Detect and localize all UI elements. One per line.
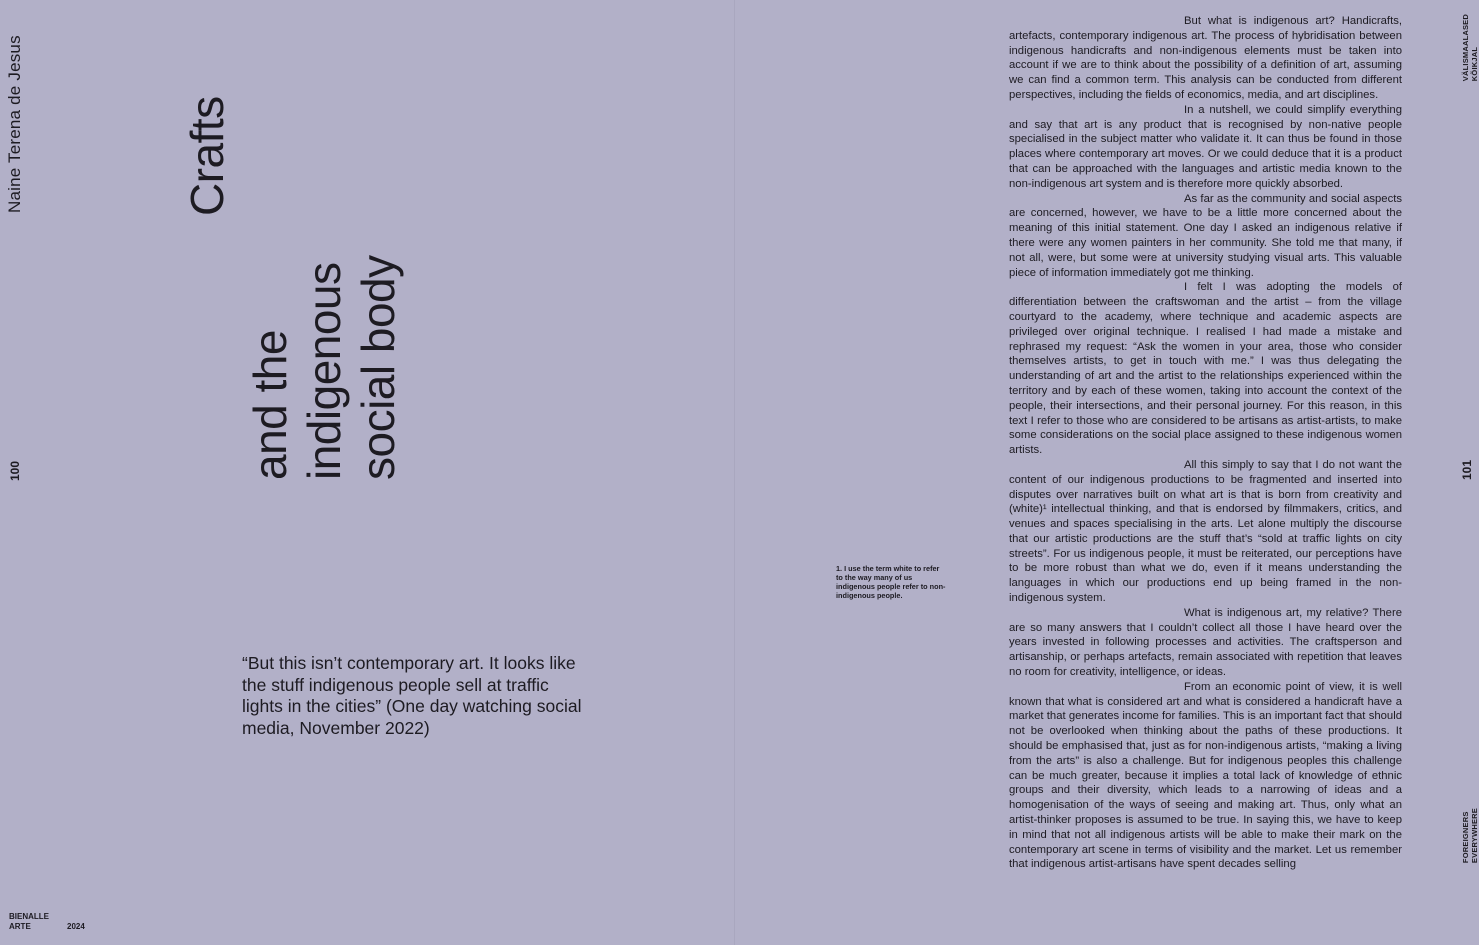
page-number-left: 100 [8,460,22,481]
paragraph: In a nutshell, we could simplify everything and say that art is any product that is recognised by non-native people specialised in the subject matter who validate it. It can thus be found in those places where contemporary art moves. Or we could deduce that it is a product that can be approached with the languages and artistic media known to the non-indigenous art system and is therefore more quickly absorbed. [1009,103,1402,190]
publication-line-1: BIENALLE [9,912,49,921]
paragraph: As far as the community and social aspects are concerned, however, we have to be a little more concerned about the meaning of this initial statement. One day I asked an indigenous relative if there were any women painters in her community. She told me that many, if not all, were, but some were at university studying visual arts. This valuable piece of information immediately got me thinking. [1009,192,1402,279]
footnote: 1. I use the term white to refer to the way many of us indigenous people refer to non-indigenous people. [836,564,946,600]
title-line-2: and the [244,330,296,480]
publication-line-2: ARTE [9,922,31,931]
paragraph: I felt I was adopting the models of differentiation between the craftswoman and the artist – from the village courtyard to the academy, where technique and academic aspects are privileged over original technique. I realised I had made a mistake and rephrased my request: “Ask the women in your area, those who consider themselves artists, to get in touch with me.” I was thus delegating the understanding of art and the artist to the relationships experienced within the territory and by each of these women, taking into account the context of the people, their intersections, and their personal journey. For this reason, in this text I refer to those who are considered to be artisans as artist-artists, to make some considerations on the social place assigned to these indigenous women artists. [1009,281,1402,457]
running-foot: FOREIGNERS EVERYWHERE [1461,807,1479,864]
publication-year: 2024 [67,922,85,931]
publication-mark [9,912,49,932]
author-name: Naine Terena de Jesus [5,35,24,213]
title-line-1: Crafts [181,96,233,216]
article-title [180,96,234,216]
title-line-4: social body [352,255,404,480]
body-text [1009,14,1402,872]
paragraph: What is indigenous art, my relative? There are so many answers that I couldn’t collect all those I have heard over the years invested in following processes and activities. The craftsperson and artisanship, or perhaps artefacts, remain associated with repetition that leaves no room for creativity, intelligence, or ideas. [1009,606,1402,679]
paragraph: All this simply to say that I do not want the content of our indigenous productions to be fragmented and inserted into disputes over narratives built on what art is that is born from creativity and (white)¹ intellectual thinking, and that is endorsed by filmmakers, critics, and venues and spaces specialising in the arts. Let alone multiply the discourse that our artistic productions are the stuff that’s “sold at traffic lights on city streets”. For us indigenous people, it must be reiterated, our perceptions have to be more robust than what we do, even if it means understanding the languages in which our productions end up being framed in the non-indigenous system. [1009,458,1402,605]
epigraph-quote: “But this isn’t contemporary art. It looks like the stuff indigenous people sell at traffic lights in the cities” (One day watching social media, November 2022) [242,653,582,738]
running-head: VÄLISMAALASED KÕIKJAL [1461,14,1479,82]
paragraph: From an economic point of view, it is well known that what is considered art and what is considered a handicraft have a market that generates income for families. This is an important fact that should not be overlooked when thinking about the paths of these productions. It should be emphasised that, just as for non-indigenous artists, “making a living from the arts” is also a challenge. But for indigenous peoples this challenge can be much greater, because it implies a total lack of knowledge of ethnic groups and their diversity, which leads to a narrowing of ideas and a homogenisation of the ways of seeing and making art. Thus, only what an artist-thinker proposes is assumed to be true. In saying this, we have to keep in mind that not all indigenous artists will be able to make their mark on the contemporary art scene in terms of visibility and the market. Let us remember that indigenous artist-artisans have spent decades selling [1009,680,1402,871]
title-line-3: indigenous [298,262,350,480]
article-subtitle [243,255,405,480]
page-number-right: 101 [1460,460,1474,481]
paragraph: But what is indigenous art? Handicrafts, artefacts, contemporary indigenous art. The process of hybridisation between indigenous handicrafts and non-indigenous elements must be taken into account if we are to think about the possibility of a definition of art, assuming we can find a common term. This analysis can be conducted from different perspectives, including the fields of economics, media, and art disciplines. [1009,15,1402,101]
